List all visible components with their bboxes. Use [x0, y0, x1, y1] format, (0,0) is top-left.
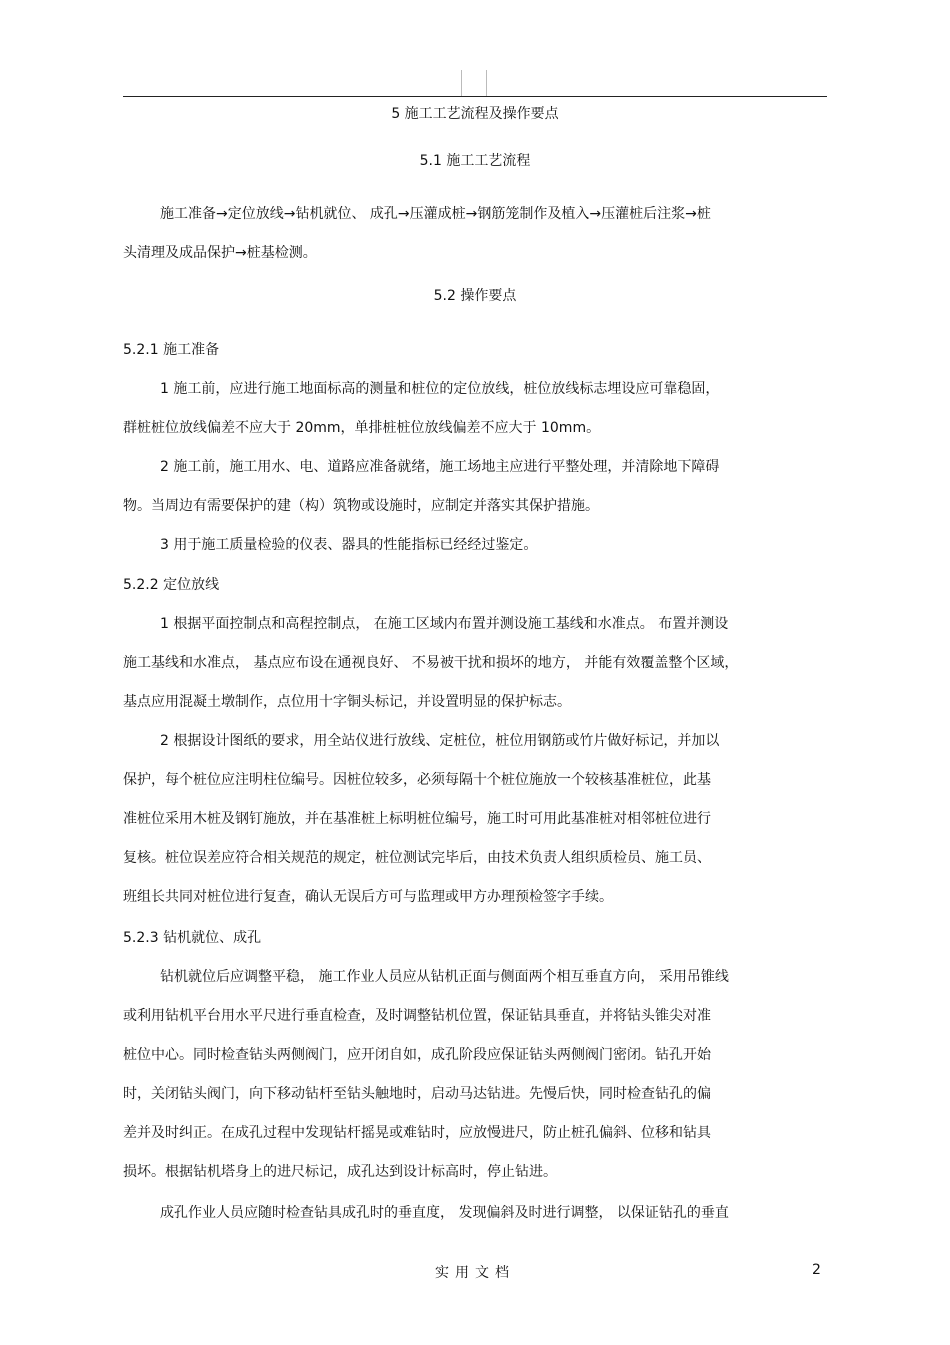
- paragraph-line: 钻机就位后应调整平稳， 施工作业人员应从钻机正面与侧面两个相互垂直方向， 采用吊锥线: [160, 969, 729, 985]
- paragraph-line: 2 施工前，施工用水、电、道路应准备就绪，施工场地主应进行平整处理，并清除地下障碍: [160, 459, 720, 475]
- paragraph-line: 施工基线和水准点， 基点应布设在通视良好、 不易被干扰和损坏的地方， 并能有效覆盖整个区域，: [123, 655, 739, 671]
- paragraph-line: 1 根据平面控制点和高程控制点， 在施工区域内布置并测设施工基线和水准点。 布置并测设: [160, 616, 729, 632]
- paragraph-line: 班组长共同对桩位进行复查，确认无误后方可与监理或甲方办理预检签字手续。: [123, 889, 613, 905]
- paragraph-line: 3 用于施工质量检验的仪表、器具的性能指标已经经过鉴定。: [160, 537, 538, 553]
- paragraph-line: 准桩位采用木桩及钢钉施放，并在基准桩上标明桩位编号，施工时可用此基准桩对相邻桩位进行: [123, 811, 711, 827]
- page-footer: 实用文档: [435, 1265, 515, 1281]
- paragraph-line: 损坏。根据钻机塔身上的进尺标记，成孔达到设计标高时，停止钻进。: [123, 1164, 557, 1180]
- paragraph-line: 基点应用混凝土墩制作，点位用十字铜头标记，并设置明显的保护标志。: [123, 694, 571, 710]
- flow-text-line: 头清理及成品保护→桩基检测。: [123, 245, 317, 261]
- paragraph-line: 差并及时纠正。在成孔过程中发现钻杆摇晃或难钻时，应放慢进尺，防止桩孔偏斜、位移和钻具: [123, 1125, 711, 1141]
- paragraph-line: 保护，每个桩位应注明柱位编号。因桩位较多，必须每隔十个桩位施放一个较核基准桩位，此基: [123, 772, 711, 788]
- header-mark-left: [461, 70, 462, 96]
- paragraph-line: 复核。桩位误差应符合相关规范的规定，桩位测试完毕后，由技术负责人组织质检员、施工员、: [123, 850, 711, 866]
- paragraph-line: 1 施工前，应进行施工地面标高的测量和桩位的定位放线，桩位放线标志埋设应可靠稳固，: [160, 381, 720, 397]
- paragraph-line: 2 根据设计图纸的要求，用全站仪进行放线、定桩位，桩位用钢筋或竹片做好标记，并加以: [160, 733, 720, 749]
- heading-5-2-3: 5.2.3 钻机就位、成孔: [123, 930, 262, 946]
- paragraph-line: 桩位中心。同时检查钻头两侧阀门，应开闭自如，成孔阶段应保证钻头两侧阀门密闭。钻孔开始: [123, 1047, 711, 1063]
- paragraph-line: 时，关闭钻头阀门，向下移动钻杆至钻头触地时，启动马达钻进。先慢后快，同时检查钻孔的偏: [123, 1086, 711, 1102]
- paragraph-line: 群桩桩位放线偏差不应大于 20mm，单排桩桩位放线偏差不应大于 10mm。: [123, 420, 601, 436]
- paragraph-line: 或利用钻机平台用水平尺进行垂直检查，及时调整钻机位置，保证钻具垂直，并将钻头锥尖对准: [123, 1008, 711, 1024]
- page-number: 2: [812, 1262, 821, 1278]
- paragraph-line: 物。当周边有需要保护的建（构）筑物或设施时，应制定并落实其保护措施。: [123, 498, 599, 514]
- section-title: 5 施工工艺流程及操作要点: [391, 106, 559, 122]
- paragraph-line: 成孔作业人员应随时检查钻具成孔时的垂直度， 发现偏斜及时进行调整， 以保证钻孔的垂直: [160, 1205, 729, 1221]
- subsection-title-5-1: 5.1 施工工艺流程: [419, 153, 531, 169]
- subsection-title-5-2: 5.2 操作要点: [433, 288, 517, 304]
- heading-5-2-1: 5.2.1 施工准备: [123, 342, 220, 358]
- header-mark-right: [486, 70, 487, 96]
- heading-5-2-2: 5.2.2 定位放线: [123, 577, 220, 593]
- header-rule: [123, 96, 827, 97]
- flow-text-line: 施工准备→定位放线→钻机就位、 成孔→压灌成桩→钢筋笼制作及植入→压灌桩后注浆→桩: [160, 206, 711, 222]
